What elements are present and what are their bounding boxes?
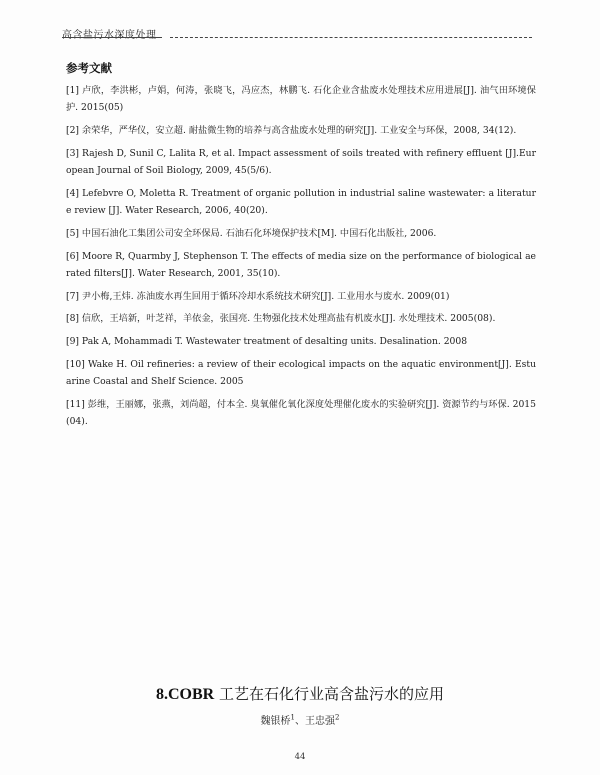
- reference-item: [11] 彭维，王丽娜，张燕，刘尚超，付本全. 臭氧催化氧化深度处理催化废水的实验研究[J]. 资源节约与环保. 2015(04).: [66, 398, 536, 428]
- chapter-number: 8.COBR: [155, 686, 215, 703]
- running-header: 高含盐污水深度处理: [62, 30, 157, 41]
- reference-item: [7] 尹小梅,王炜. 冻油废水再生回用于循环冷却水系统技术研究[J]. 工业用水与废水. 2009(01): [66, 290, 450, 302]
- author-name: 魏银桥: [260, 716, 291, 727]
- author-name: 王忠强: [305, 716, 335, 727]
- reference-item: [8] 信欣，王培新，叶芝祥，羊依金，张国亮. 生物强化技术处理高盐有机废水[J]. 水处理技术. 2005(08).: [66, 313, 496, 325]
- reference-item: [1] 卢欣，李洪彬，卢娟，何涛，张晓飞，冯应杰，林鹏飞. 石化企业含盐废水处理技术应用进展[J]. 油气田环境保护. 2015(05): [66, 85, 536, 114]
- reference-item: [10] Wake H. Oil refineries: a review of their ecological impacts on the aquatic environment[J]. Estuarine Coastal and Shelf Science. 2005: [66, 358, 536, 388]
- chapter-title: [0, 683, 600, 704]
- reference-item: [3] Rajesh D, Sunil C, Lalita R, et al. Impact assessment of soils treated with refinery effluent [J].European Journal of Soil Biology, 2009, 45(5/6).: [66, 147, 536, 176]
- references-list: [66, 82, 536, 436]
- page-number: 44: [294, 752, 306, 762]
- reference-item: [9] Pak A, Mohammadi T. Wastewater treatment of desalting units. Desalination. 2008: [66, 336, 468, 348]
- chapter-title-text: 工艺在石化行业高含盐污水的应用: [219, 685, 445, 703]
- reference-item: [2] 余荣华，严华仪，安立超. 耐盐微生物的培养与高含盐废水处理的研究[J]. 工业安全与环保，2008, 34(12).: [66, 125, 517, 136]
- reference-item: [5] 中国石油化工集团公司安全环保局. 石油石化环境保护技术[M]. 中国石化出版社, 2006.: [66, 227, 437, 239]
- references-heading: 参考文献: [66, 61, 112, 75]
- author-affiliation-mark: 2: [335, 713, 340, 722]
- reference-item: [4] Lefebvre O, Moletta R. Treatment of organic pollution in industrial saline wastewater: a literature review [J]. Water Research, 2006, 40(20).: [66, 187, 536, 216]
- chapter-authors: [0, 712, 600, 727]
- header-rule: [170, 37, 532, 38]
- reference-item: [6] Moore R, Quarmby J, Stephenson T. The effects of media size on the performance of biological aerated filters[J]. Water Research, 2001, 35(10).: [66, 250, 536, 279]
- author-separator: 、: [295, 716, 305, 727]
- header-rule-left: [62, 37, 162, 38]
- author-affiliation-mark: 1: [290, 713, 295, 722]
